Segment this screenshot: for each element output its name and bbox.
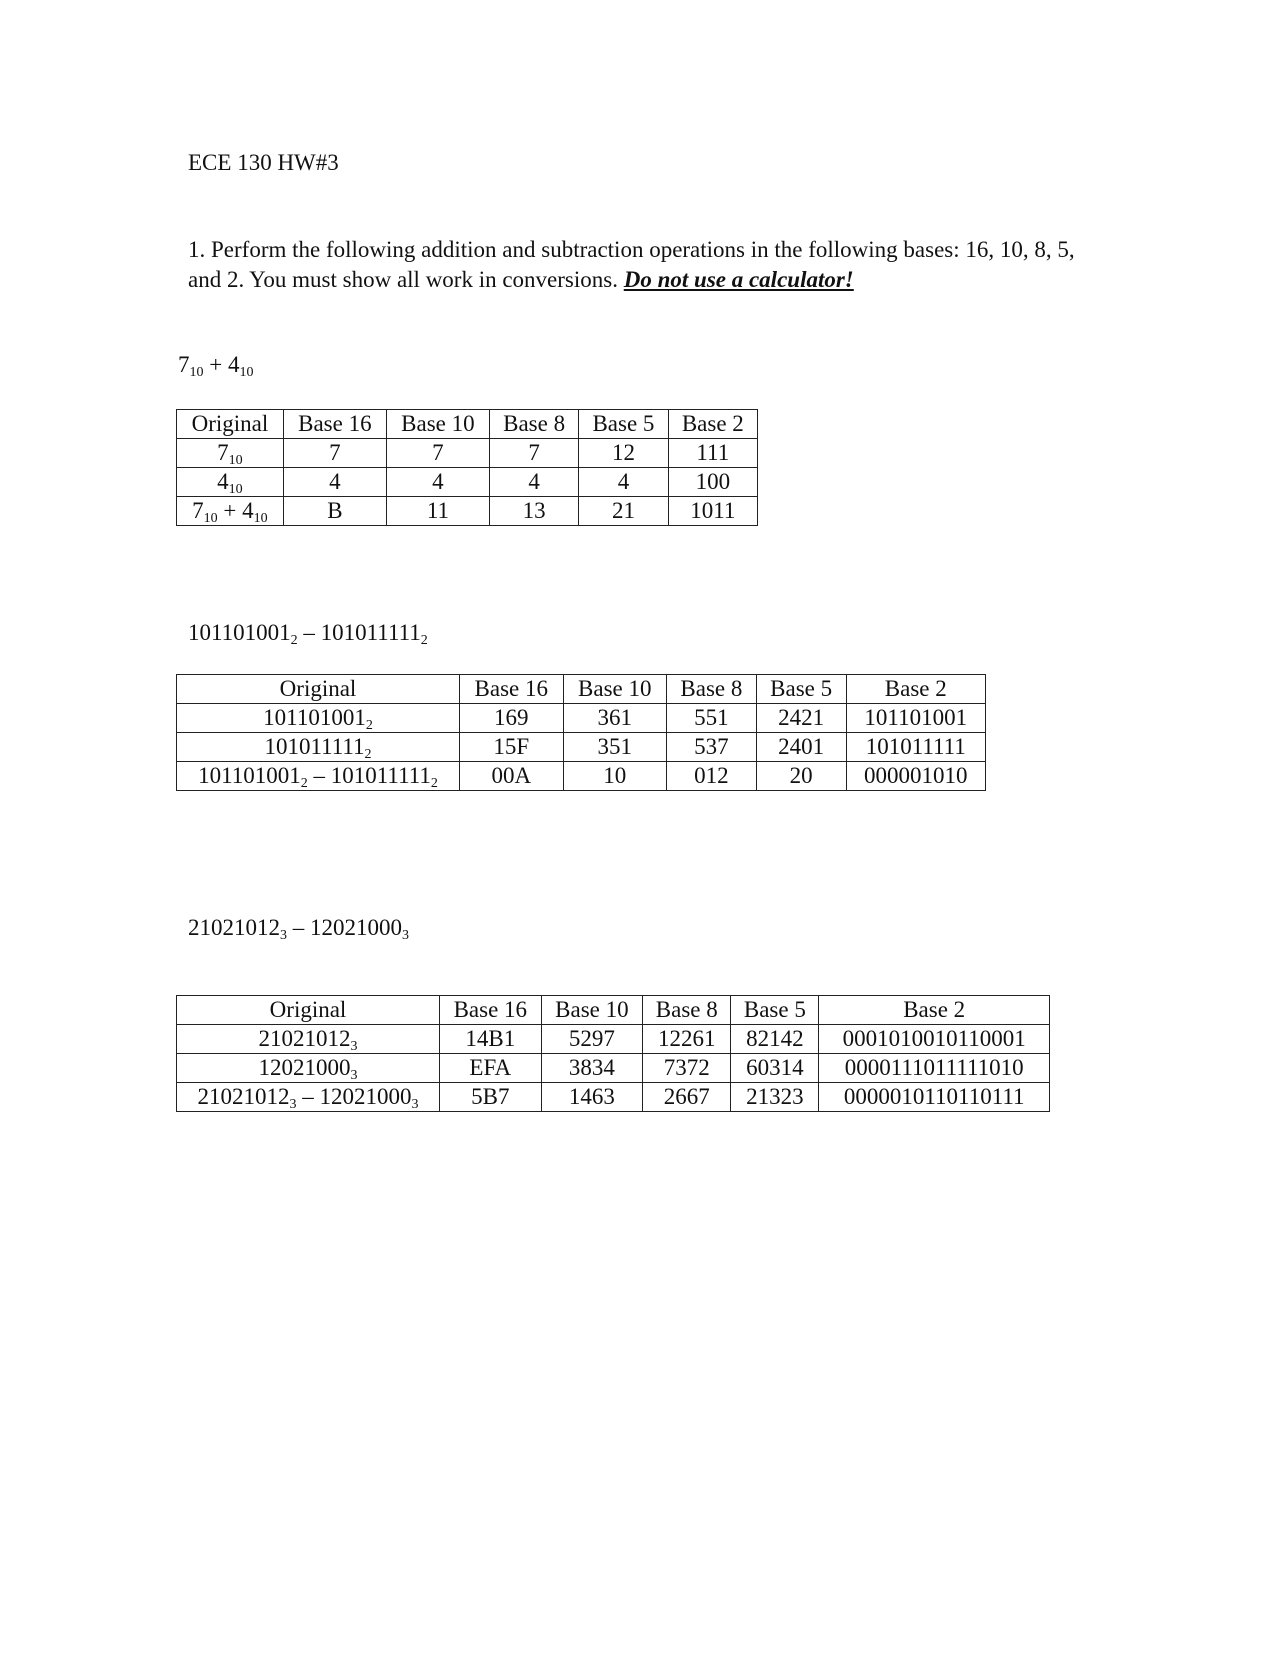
- operand-a: 21021012: [188, 915, 280, 940]
- table-cell: 13: [489, 497, 578, 526]
- question-1: [188, 235, 1088, 295]
- original-cell: [177, 1025, 440, 1054]
- table-cell: 2667: [643, 1083, 731, 1112]
- table-cell: 2401: [756, 733, 846, 762]
- table-row: [177, 468, 758, 497]
- header-cell: Base 2: [668, 410, 757, 439]
- value: 101011111: [264, 734, 365, 759]
- table-cell: 4: [386, 468, 489, 497]
- table-row: [177, 1025, 1050, 1054]
- table-cell: 7: [386, 439, 489, 468]
- table-header-row: [177, 675, 986, 704]
- value: 101101001: [263, 705, 366, 730]
- value: 12021000: [319, 1084, 412, 1109]
- base: 3: [411, 1097, 419, 1112]
- table-cell: 14B1: [440, 1025, 542, 1054]
- original-cell: [177, 762, 460, 791]
- value: 4: [242, 498, 254, 523]
- header-cell: Base 10: [386, 410, 489, 439]
- original-cell: [177, 468, 284, 497]
- header-cell: Base 2: [846, 675, 986, 704]
- table-cell: 5297: [541, 1025, 643, 1054]
- table-row: [177, 1054, 1050, 1083]
- header-cell: Base 8: [643, 996, 731, 1025]
- table-cell: 7: [283, 439, 386, 468]
- header-cell: Original: [177, 675, 460, 704]
- table-cell: 00A: [460, 762, 564, 791]
- table-cell: 169: [460, 704, 564, 733]
- original-cell: [177, 497, 284, 526]
- problem-1-table: [176, 409, 758, 526]
- header-cell: Base 5: [756, 675, 846, 704]
- table-row: [177, 439, 758, 468]
- operand-b: 101011111: [320, 620, 421, 645]
- operator: –: [313, 763, 326, 788]
- header-cell: Original: [177, 410, 284, 439]
- base: 10: [253, 511, 268, 526]
- original-cell: [177, 1083, 440, 1112]
- table-cell: 60314: [731, 1054, 819, 1083]
- table-cell: 351: [563, 733, 667, 762]
- header-cell: Base 5: [731, 996, 819, 1025]
- value: 4: [217, 469, 229, 494]
- base: 10: [228, 482, 243, 497]
- header-cell: Base 5: [579, 410, 668, 439]
- header-cell: Base 16: [283, 410, 386, 439]
- operand-b-base: 3: [402, 928, 409, 943]
- operand-a-base: 3: [280, 928, 287, 943]
- base: 2: [300, 776, 308, 791]
- table-cell: 100: [668, 468, 757, 497]
- table-cell: 20: [756, 762, 846, 791]
- base: 2: [430, 776, 438, 791]
- table-cell: 5B7: [440, 1083, 542, 1112]
- value: 21021012: [197, 1084, 290, 1109]
- operand-a: 7: [178, 352, 190, 377]
- value: 7: [217, 440, 229, 465]
- header-cell: Base 16: [460, 675, 564, 704]
- table-row: [177, 1083, 1050, 1112]
- table-cell: 11: [386, 497, 489, 526]
- operand-a: 101101001: [188, 620, 291, 645]
- base: 3: [350, 1039, 358, 1054]
- table-row: [177, 762, 986, 791]
- table-cell: 12261: [643, 1025, 731, 1054]
- table-cell: 3834: [541, 1054, 643, 1083]
- value: 21021012: [258, 1026, 351, 1051]
- table-header-row: [177, 996, 1050, 1025]
- base: 3: [289, 1097, 297, 1112]
- original-cell: [177, 1054, 440, 1083]
- original-cell: [177, 733, 460, 762]
- value: 7: [192, 498, 204, 523]
- base: 2: [365, 718, 373, 733]
- table-cell: 15F: [460, 733, 564, 762]
- header-cell: Base 10: [541, 996, 643, 1025]
- table-cell: 101101001: [846, 704, 986, 733]
- operator: –: [303, 620, 315, 645]
- table-cell: 21: [579, 497, 668, 526]
- base: 2: [364, 747, 372, 762]
- table-cell: 0000010110110111: [819, 1083, 1050, 1112]
- header-cell: Base 10: [563, 675, 667, 704]
- operand-b-base: 2: [420, 633, 428, 648]
- header-cell: Base 8: [667, 675, 757, 704]
- table-cell: 4: [489, 468, 578, 497]
- operator: +: [209, 352, 223, 377]
- table-cell: 2421: [756, 704, 846, 733]
- base: 10: [228, 453, 243, 468]
- operator: –: [292, 915, 305, 940]
- table-cell: 0000111011111010: [819, 1054, 1050, 1083]
- operator: +: [223, 498, 237, 523]
- header-cell: Base 16: [440, 996, 542, 1025]
- table-cell: 551: [667, 704, 757, 733]
- table-cell: 12: [579, 439, 668, 468]
- problem-2-expression: [188, 620, 428, 646]
- table-cell: 1463: [541, 1083, 643, 1112]
- table-row: [177, 497, 758, 526]
- operand-b: 4: [227, 352, 240, 377]
- table-cell: 4: [283, 468, 386, 497]
- original-cell: [177, 439, 284, 468]
- table-cell: 0001010010110001: [819, 1025, 1050, 1054]
- header-cell: Base 8: [489, 410, 578, 439]
- value: 12021000: [258, 1055, 351, 1080]
- page-title: ECE 130 HW#3: [188, 150, 339, 175]
- operator: –: [302, 1084, 314, 1109]
- table-cell: 4: [579, 468, 668, 497]
- table-row: [177, 733, 986, 762]
- table-cell: 21323: [731, 1083, 819, 1112]
- table-cell: 7372: [643, 1054, 731, 1083]
- table-cell: 1011: [668, 497, 757, 526]
- table-cell: 82142: [731, 1025, 819, 1054]
- table-cell: EFA: [440, 1054, 542, 1083]
- table-row: [177, 704, 986, 733]
- table-cell: 361: [563, 704, 667, 733]
- table-cell: 000001010: [846, 762, 986, 791]
- operand-a-base: 2: [290, 633, 298, 648]
- problem-3-expression: [188, 915, 409, 941]
- table-cell: B: [283, 497, 386, 526]
- calculator-warning: Do not use a calculator!: [623, 267, 854, 292]
- value: 101011111: [330, 763, 431, 788]
- header-cell: Original: [177, 996, 440, 1025]
- table-cell: 101011111: [846, 733, 986, 762]
- original-cell: [177, 704, 460, 733]
- value: 101101001: [198, 763, 301, 788]
- operand-a-base: 10: [189, 365, 204, 380]
- question-text: 1. Perform the following addition and subtraction operations in the following bases: 16, 10, 8, 5, and 2. You must show all work in conversions.: [188, 237, 1075, 292]
- operand-b-base: 10: [239, 365, 254, 380]
- table-cell: 537: [667, 733, 757, 762]
- base: 3: [350, 1068, 358, 1083]
- table-cell: 10: [563, 762, 667, 791]
- problem-1-expression: [178, 352, 253, 378]
- problem-2-table: [176, 674, 986, 791]
- base: 10: [203, 511, 218, 526]
- table-cell: 012: [667, 762, 757, 791]
- problem-3-table: [176, 995, 1050, 1112]
- table-cell: 111: [668, 439, 757, 468]
- table-cell: 7: [489, 439, 578, 468]
- operand-b: 12021000: [310, 915, 402, 940]
- table-header-row: [177, 410, 758, 439]
- header-cell: Base 2: [819, 996, 1050, 1025]
